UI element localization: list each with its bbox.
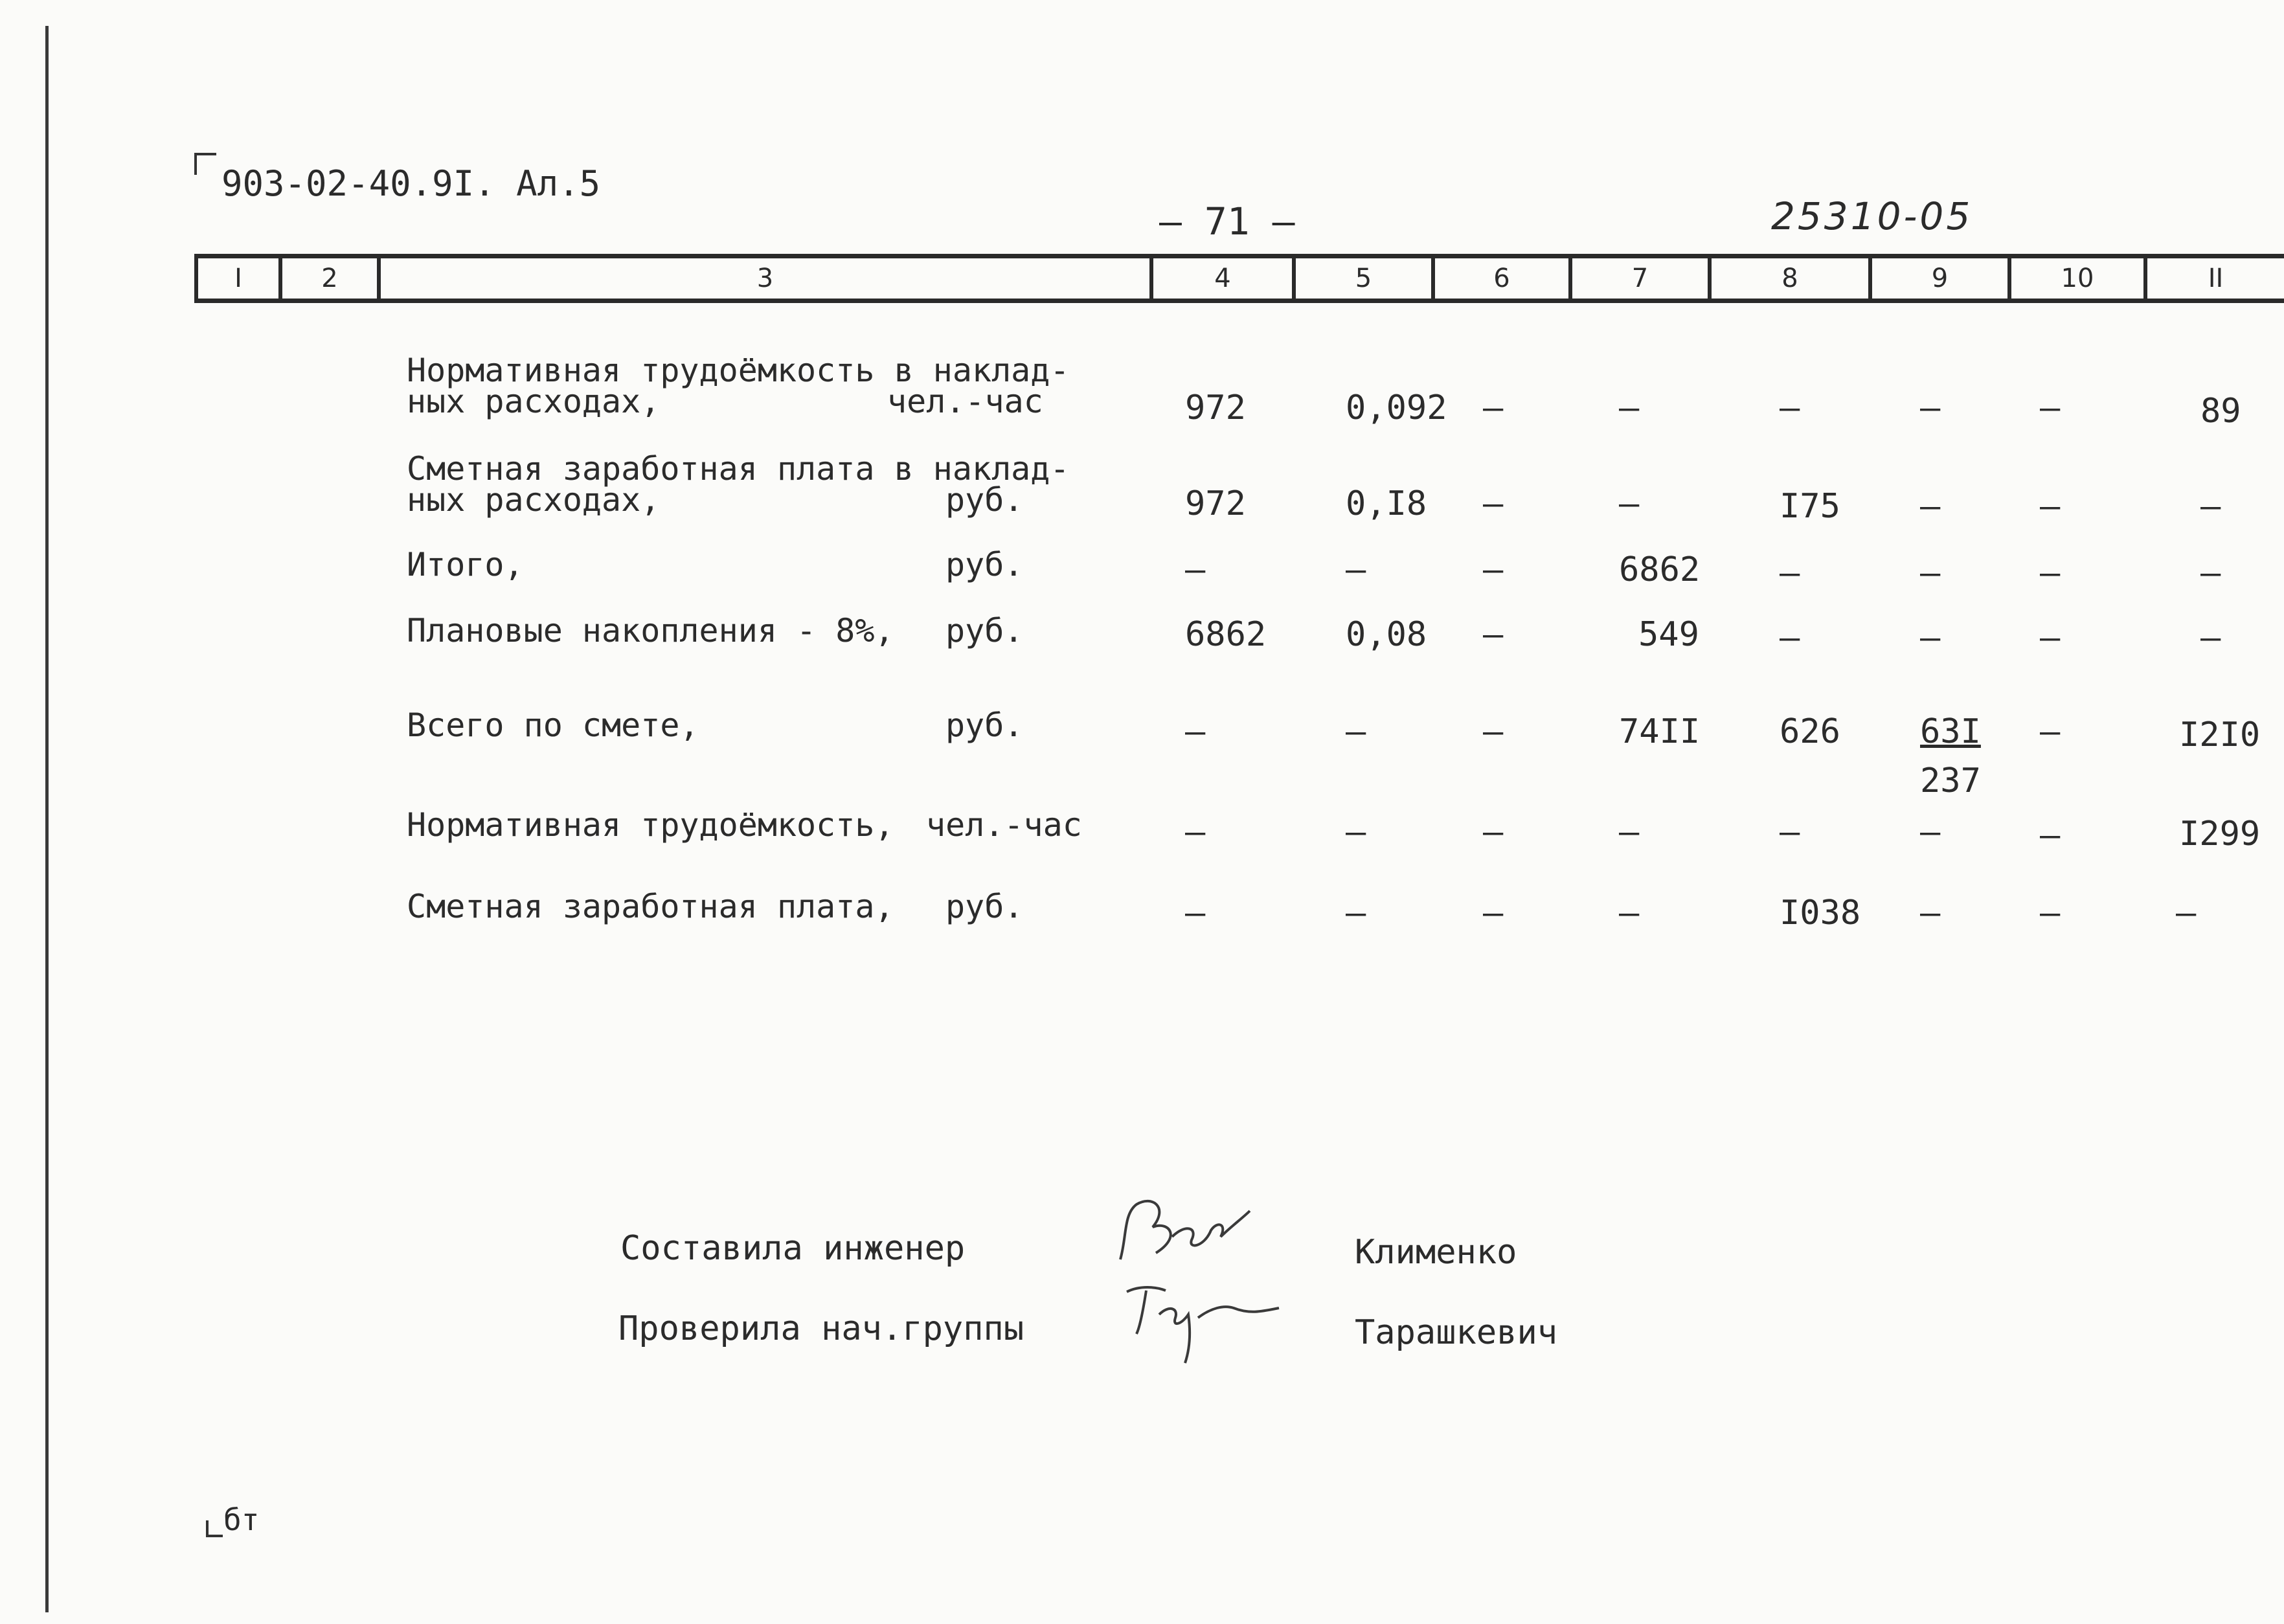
- footer-mark: бт: [223, 1502, 260, 1537]
- row-name-line1: Плановые накопления - 8%,: [407, 612, 894, 649]
- cell-col4: 972: [1185, 484, 1246, 523]
- cell-col11: I299: [2179, 815, 2261, 853]
- row-name-line1: Сметная заработная плата,: [407, 888, 894, 925]
- cell-col6: –: [1483, 389, 1504, 427]
- cell-col8: I75: [1780, 487, 1840, 526]
- row-unit: чел.-час: [887, 383, 1043, 420]
- column-header-9: 9: [1868, 258, 2007, 299]
- handwritten-signature-1: [1107, 1191, 1276, 1276]
- cell-col9: 63I: [1920, 712, 1981, 751]
- signature-role: Составила инженер: [620, 1229, 966, 1268]
- row-name-line2: ных расходах,: [407, 481, 661, 519]
- row-name-line1: Итого,: [407, 546, 524, 583]
- cell-col8: –: [1780, 813, 1800, 851]
- column-header-5: 5: [1292, 258, 1431, 299]
- cell-col11: –: [2200, 554, 2221, 592]
- cell-col11: I2I0: [2179, 716, 2261, 754]
- cell-col4: –: [1185, 712, 1206, 751]
- cell-col4: –: [1185, 550, 1206, 589]
- cell-col6: –: [1483, 813, 1504, 851]
- cell-col9: –: [1920, 813, 1941, 851]
- cell-col9: –: [1920, 389, 1941, 427]
- row-name-line1: Нормативная трудоёмкость в наклад-: [407, 352, 1070, 389]
- cell-col5: 0,092: [1346, 389, 1447, 427]
- cell-col7: –: [1619, 813, 1640, 851]
- cell-col7: 549: [1638, 615, 1699, 654]
- cell-col10: –: [2040, 894, 2061, 932]
- column-header-2: 2: [278, 258, 377, 299]
- cell-col4: –: [1185, 894, 1206, 932]
- row-unit: руб.: [945, 888, 1024, 925]
- cell-col6: –: [1483, 550, 1504, 589]
- column-header-10: 10: [2007, 258, 2143, 299]
- column-header-1: I: [194, 258, 278, 299]
- cell-col7: –: [1619, 389, 1640, 427]
- cell-col8: –: [1780, 389, 1800, 427]
- cell-col11: –: [2200, 618, 2221, 657]
- cell-col10: –: [2040, 618, 2061, 657]
- cell-col7: 6862: [1619, 550, 1701, 589]
- signature-role: Проверила нач.группы: [618, 1309, 1024, 1348]
- cell-col8: –: [1780, 618, 1800, 657]
- cell-col10: –: [2040, 389, 2061, 427]
- row-unit: руб.: [945, 481, 1024, 519]
- cell-col10: –: [2040, 816, 2061, 855]
- cell-col5: –: [1346, 712, 1366, 751]
- cell-col11: –: [2176, 894, 2197, 932]
- cell-col5: –: [1346, 550, 1366, 589]
- column-header-8: 8: [1708, 258, 1868, 299]
- row-unit: чел.-час: [926, 806, 1082, 844]
- row-unit: руб.: [945, 612, 1024, 649]
- cell-col4: 6862: [1185, 615, 1267, 654]
- cell-col11: –: [2200, 487, 2221, 526]
- cell-col4: –: [1185, 813, 1206, 851]
- row-name-line2: ных расходах,: [407, 383, 661, 420]
- cell-col9: –: [1920, 554, 1941, 592]
- cell-col10: –: [2040, 712, 2061, 751]
- cell-col9: –: [1920, 618, 1941, 657]
- page-number: — 71 —: [1159, 199, 1295, 243]
- column-header-strip: [194, 254, 2284, 303]
- signature-name: Тарашкевич: [1355, 1313, 1558, 1352]
- cell-col7: –: [1619, 894, 1640, 932]
- cell-col5: –: [1346, 813, 1366, 851]
- corner-mark-top-left: [194, 153, 216, 175]
- cell-col4: 972: [1185, 389, 1246, 427]
- cell-col7: 74II: [1619, 712, 1701, 751]
- row-unit: руб.: [945, 546, 1024, 583]
- cell-col9-second-line: 237: [1920, 761, 1981, 800]
- column-header-4: 4: [1149, 258, 1292, 299]
- cell-col9: –: [1920, 894, 1941, 932]
- cell-col7: –: [1619, 484, 1640, 523]
- row-name-line1: Всего по смете,: [407, 706, 699, 744]
- corner-mark-bottom-left: [206, 1520, 223, 1537]
- row-name-line1: Сметная заработная плата в наклад-: [407, 450, 1070, 488]
- column-header-7: 7: [1568, 258, 1708, 299]
- cell-col6: –: [1483, 484, 1504, 523]
- cell-col8: –: [1780, 554, 1800, 592]
- handwritten-signature-2: [1120, 1279, 1289, 1370]
- cell-col6: –: [1483, 894, 1504, 932]
- cell-col5: –: [1346, 894, 1366, 932]
- cell-col6: –: [1483, 712, 1504, 751]
- cell-col5: 0,I8: [1346, 484, 1427, 523]
- cell-col11: 89: [2200, 392, 2241, 431]
- cell-col8: I038: [1780, 894, 1861, 932]
- cell-col10: –: [2040, 487, 2061, 526]
- cell-col8: 626: [1780, 712, 1840, 751]
- column-header-3: 3: [377, 258, 1149, 299]
- row-unit: руб.: [945, 706, 1024, 744]
- cell-col5: 0,08: [1346, 615, 1427, 654]
- column-header-6: 6: [1431, 258, 1568, 299]
- cell-col9: –: [1920, 487, 1941, 526]
- column-header-11: II: [2143, 258, 2284, 299]
- page-left-border: [45, 26, 49, 1612]
- cell-col6: –: [1483, 615, 1504, 654]
- row-name-line1: Нормативная трудоёмкость,: [407, 806, 894, 844]
- signature-name: Клименко: [1355, 1233, 1517, 1272]
- cell-col10: –: [2040, 554, 2061, 592]
- document-code: 903-02-40.9I. Ал.5: [221, 163, 601, 204]
- handwritten-code: 25310-05: [1771, 194, 1973, 238]
